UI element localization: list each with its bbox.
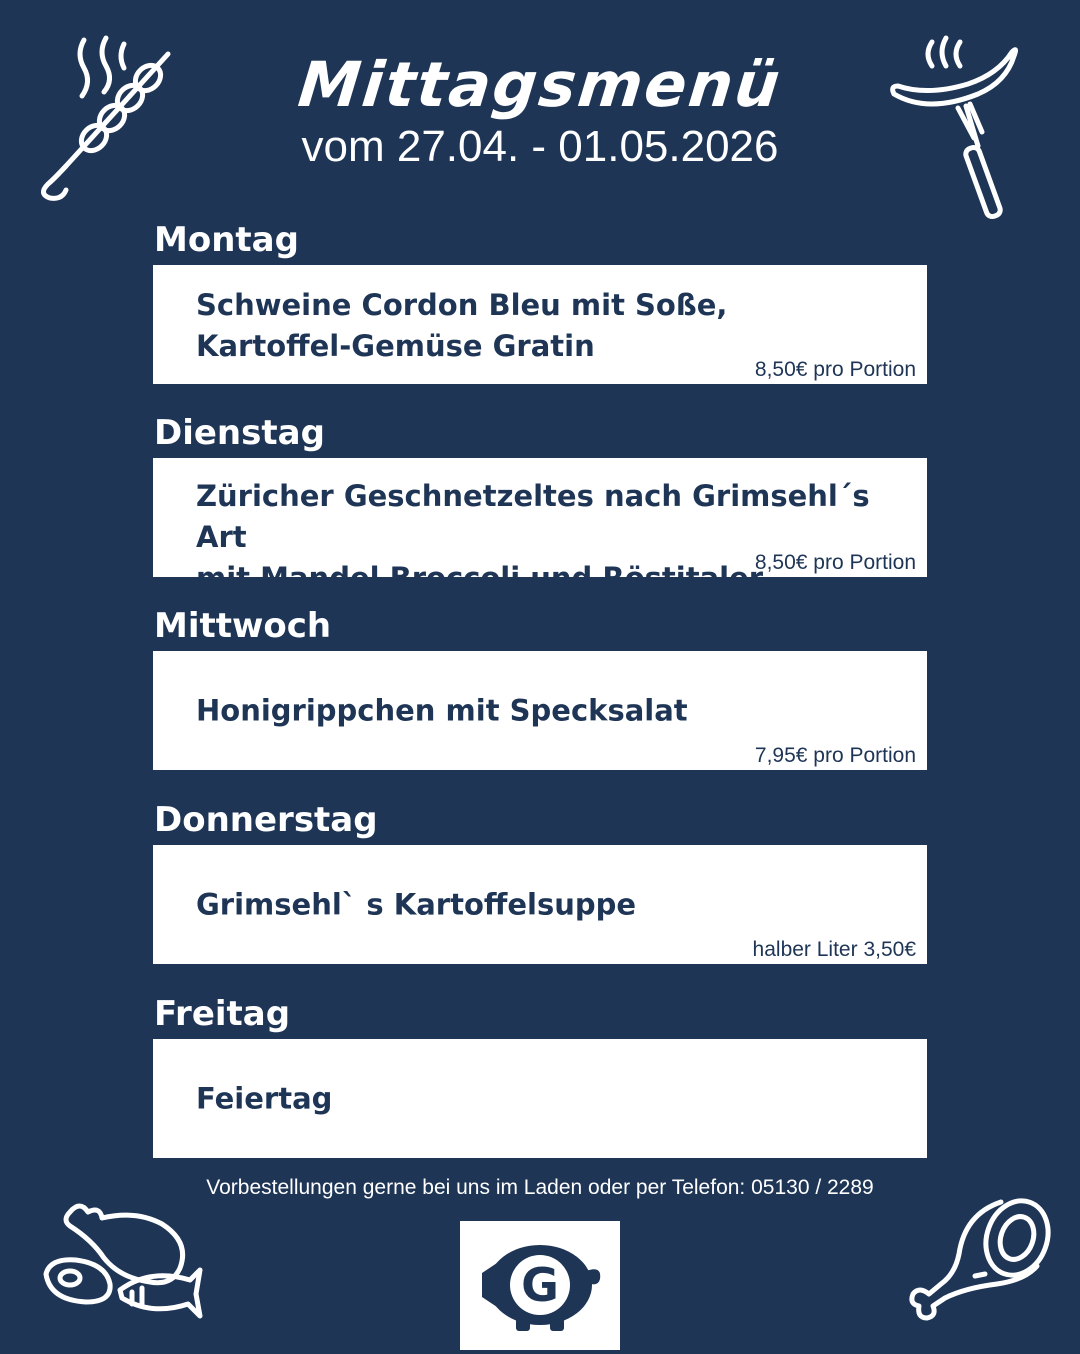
menu-card-freitag [153, 1039, 927, 1158]
price-label: 8,50€ pro Portion [754, 358, 916, 381]
butcher-logo [460, 1221, 620, 1350]
price-label: 8,50€ pro Portion [754, 551, 916, 574]
day-label-dienstag: Dienstag [154, 413, 325, 453]
day-label-donnerstag: Donnerstag [154, 800, 378, 840]
dish-text [196, 476, 907, 599]
dish-text [196, 285, 907, 367]
menu-card-montag [153, 265, 927, 384]
dish-line: mit Mandel Broccoli und Röstitaler [196, 561, 764, 595]
dish-line: Schweine Cordon Bleu mit Soße, [196, 288, 728, 322]
chicken-steak-fish-icon [40, 1194, 205, 1324]
dish-text: Honigrippchen mit Specksalat [196, 693, 688, 727]
pig-logo-icon [460, 1221, 620, 1350]
dish-text: Grimsehl` s Kartoffelsuppe [196, 887, 637, 921]
ham-leg-icon [905, 1194, 1055, 1324]
day-label-mittwoch: Mittwoch [154, 606, 332, 646]
dish-line: Züricher Geschnetzeltes nach Grimsehl´s Art [196, 479, 870, 554]
dish-text: Feiertag [196, 1081, 333, 1115]
dish-line: Kartoffel-Gemüse Gratin [196, 329, 595, 363]
menu-card-dienstag [153, 458, 927, 595]
menu-title: Mittagsmenü [295, 48, 785, 121]
day-label-freitag: Freitag [154, 994, 291, 1034]
menu-card-donnerstag [153, 845, 927, 964]
day-label-montag: Montag [154, 220, 299, 260]
preorder-note: Vorbestellungen gerne bei uns im Laden oder per Telefon: 05130 / 2289 [206, 1176, 874, 1199]
price-label: halber Liter 3,50€ [752, 938, 916, 961]
price-label: 7,95€ pro Portion [754, 744, 916, 767]
date-range: vom 27.04. - 01.05.2026 [301, 122, 779, 171]
logo-letter: G [521, 1258, 559, 1312]
menu-card-mittwoch [153, 651, 927, 770]
